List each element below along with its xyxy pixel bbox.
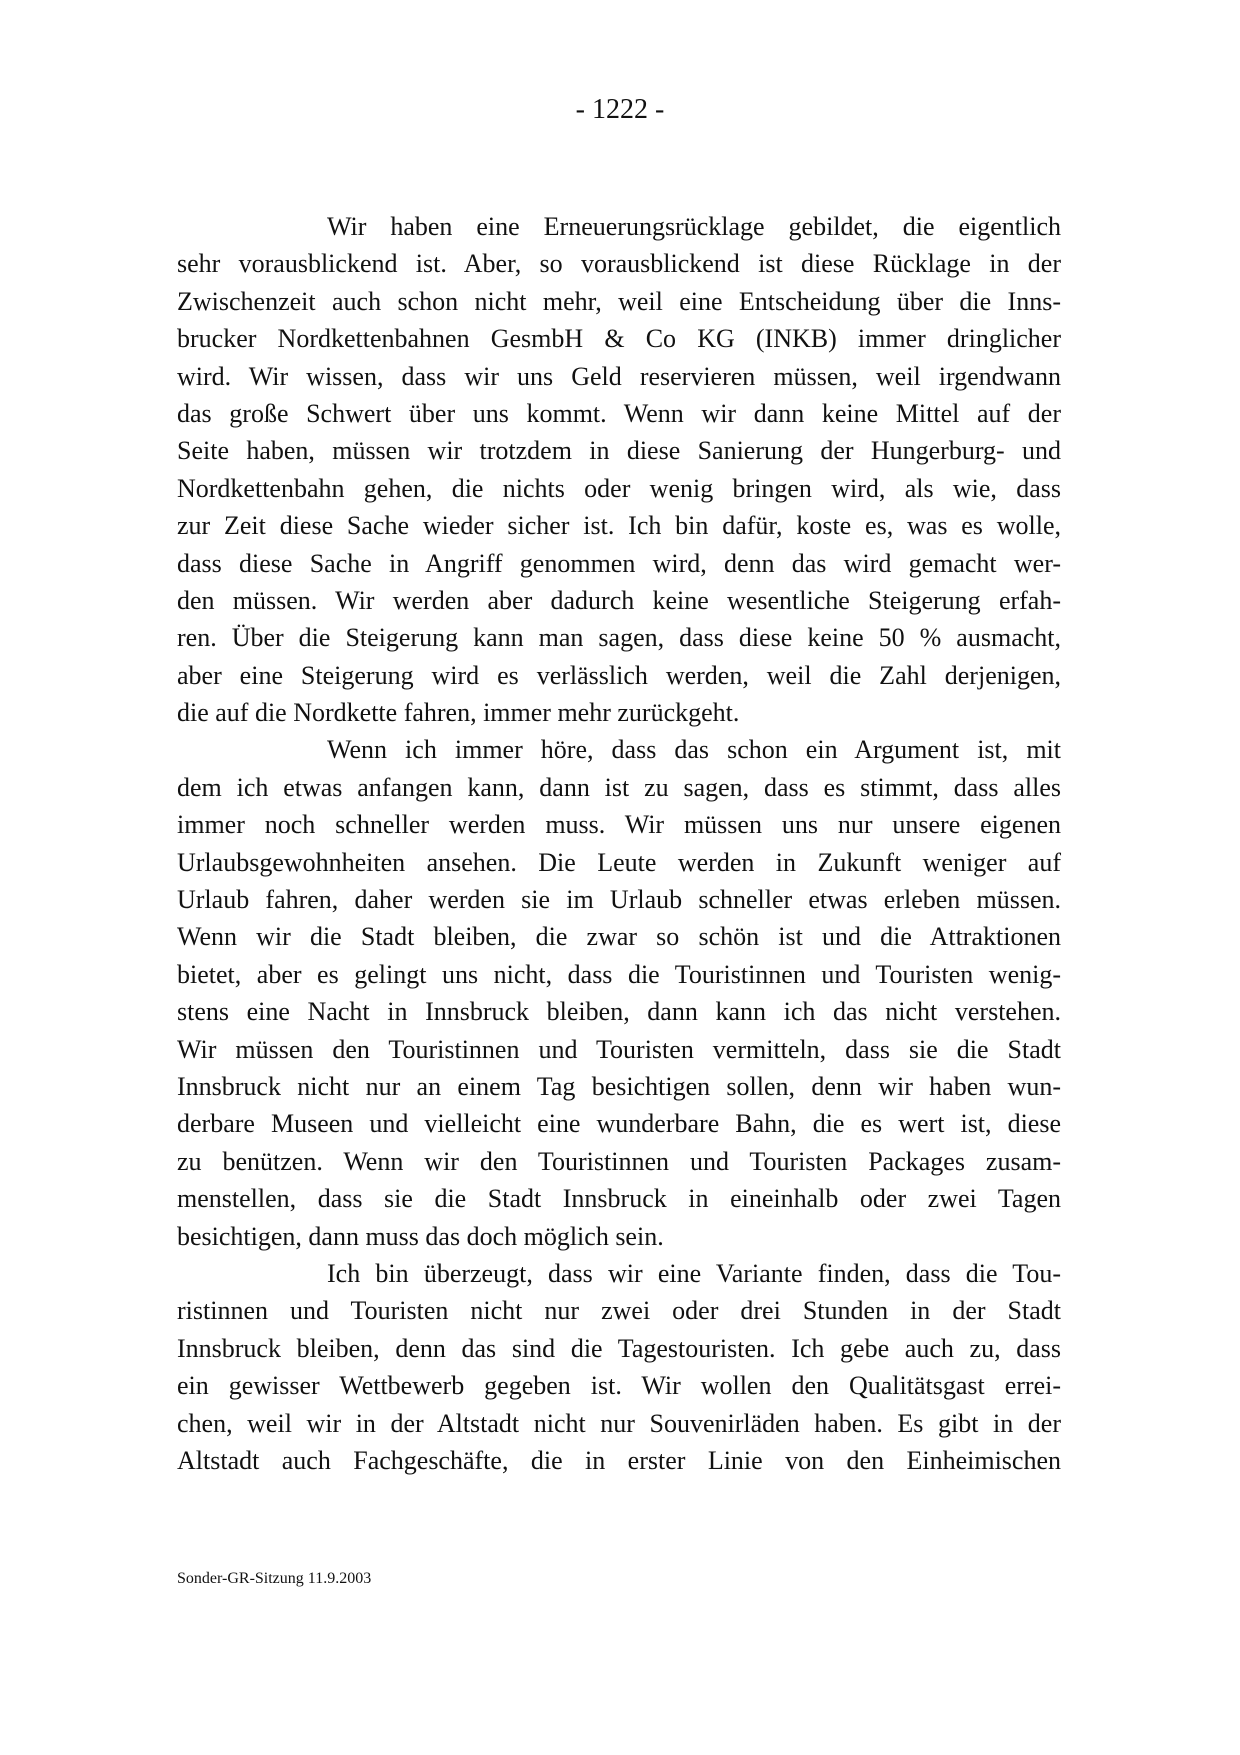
text-line: Ich bin überzeugt, dass wir eine Variante finden, dass die Tou- [327,1258,1061,1288]
text-line: immer noch schneller werden muss. Wir müssen uns nur unsere eigenen [177,810,1061,840]
text-line: Nordkettenbahn gehen, die nichts oder wenig bringen wird, als wie, dass [177,473,1061,503]
text-line: Seite haben, müssen wir trotzdem in diese Sanierung der Hungerburg- und [177,436,1061,466]
text-line: zur Zeit diese Sache wieder sicher ist. Ich bin dafür, koste es, was es wolle, [177,511,1061,541]
page-footer: Sonder-GR-Sitzung 11.9.2003 [177,1570,372,1587]
text-line: stens eine Nacht in Innsbruck bleiben, dann kann ich das nicht verstehen. [177,997,1061,1027]
text-line: Wir müssen den Touristinnen und Touristen vermitteln, dass sie die Stadt [177,1034,1061,1064]
text-line: wird. Wir wissen, dass wir uns Geld reservieren müssen, weil irgendwann [177,361,1061,391]
text-line: Wir haben eine Erneuerungsrücklage gebildet, die eigentlich [327,212,1061,241]
text-line: Innsbruck nicht nur an einem Tag besichtigen sollen, denn wir haben wun- [177,1071,1061,1101]
text-line: brucker Nordkettenbahnen GesmbH & Co KG (INKB) immer dringlicher [177,324,1061,354]
text-line: Zwischenzeit auch schon nicht mehr, weil eine Entscheidung über die Inns- [177,286,1061,316]
text-line: bietet, aber es gelingt uns nicht, dass die Touristinnen und Touristen wenig- [177,959,1061,989]
text-line: dem ich etwas anfangen kann, dann ist zu sagen, dass es stimmt, dass alles [177,772,1061,802]
text-line: derbare Museen und vielleicht eine wunderbare Bahn, die es wert ist, diese [177,1109,1061,1139]
text-line: chen, weil wir in der Altstadt nicht nur Souvenirläden haben. Es gibt in der [177,1408,1061,1438]
body-text [177,208,1061,1479]
text-line: die auf die Nordkette fahren, immer mehr zurückgeht. [177,698,740,728]
text-line: besichtigen, dann muss das doch möglich sein. [177,1221,664,1251]
text-line: Urlaub fahren, daher werden sie im Urlaub schneller etwas erleben müssen. [177,885,1061,915]
text-line: Urlaubsgewohnheiten ansehen. Die Leute werden in Zukunft weniger auf [177,847,1061,877]
page-number: - 1222 - [575,94,665,125]
text-line: aber eine Steigerung wird es verlässlich werden, weil die Zahl derjenigen, [177,660,1061,690]
text-line: zu benützen. Wenn wir den Touristinnen und Touristen Packages zusam- [177,1146,1061,1176]
text-line: ren. Über die Steigerung kann man sagen, dass diese keine 50 % ausmacht, [177,623,1061,653]
text-line: Altstadt auch Fachgeschäfte, die in erster Linie von den Einheimischen [177,1445,1061,1475]
text-line: ristinnen und Touristen nicht nur zwei oder drei Stunden in der Stadt [177,1296,1061,1326]
text-line: dass diese Sache in Angriff genommen wird, denn das wird gemacht wer- [177,548,1061,578]
text-line: ein gewisser Wettbewerb gegeben ist. Wir wollen den Qualitätsgast errei- [177,1371,1061,1401]
text-line: das große Schwert über uns kommt. Wenn wir dann keine Mittel auf der [177,398,1061,428]
text-line: sehr vorausblickend ist. Aber, so vorausblickend ist diese Rücklage in der [177,249,1061,279]
text-line: menstellen, dass sie die Stadt Innsbruck in eineinhalb oder zwei Tagen [177,1184,1061,1214]
text-line: Wenn ich immer höre, dass das schon ein Argument ist, mit [327,735,1061,765]
text-line: Wenn wir die Stadt bleiben, die zwar so schön ist und die Attraktionen [177,922,1061,952]
text-line: den müssen. Wir werden aber dadurch keine wesentliche Steigerung erfah- [177,585,1061,615]
text-line: Innsbruck bleiben, denn das sind die Tagestouristen. Ich gebe auch zu, dass [177,1333,1061,1363]
